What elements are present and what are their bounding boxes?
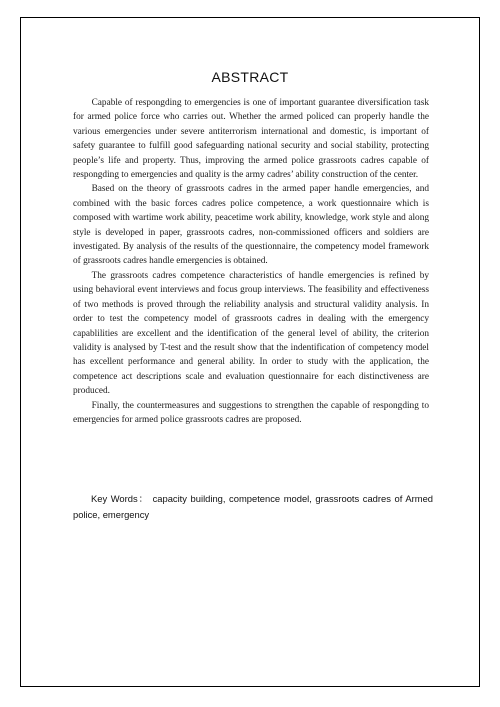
abstract-paragraph: The grassroots cadres competence characteristics of handle emergencies is refined by using behavioral event interviews and focus group interviews. The feasibility and effectiveness of two methods is proved through the reliability analysis and structural validity analysis. In order to test the competency model of grassroots cadres in dealing with the emergency capablilities are excellent and the identification of the general level of ability, the criterion validity is analysed by T-test and the result show that the indentification of competency model has excellent performance and general ability. In order to study with the application, the competence act descriptions scale and evaluation questionnaire for each distinctiveness are produced. xyxy=(73,270,429,397)
keywords-line xyxy=(73,491,433,523)
keywords-label: Key Words： xyxy=(91,493,149,504)
keywords-text: capacity building, competence model, grassroots cadres of Armed police, emergency xyxy=(73,493,433,520)
abstract-paragraph: Capable of respongding to emergencies is one of important guarantee diversification task for armed police force who carries out. Whether the armed policed can properly handle the various emergencies under severe antiterrorism international and domestic, is important of safety guarantee to fulfill good safeguarding national security and social stability, protecting people’s life and property. Thus, improving the armed police grassroots cadres capable of respongding to emergencies and quality is the army cadres’ ability construction of the center. xyxy=(73,98,429,181)
abstract-title: ABSTRACT xyxy=(211,69,289,85)
abstract-body xyxy=(73,96,429,427)
abstract-paragraph: Finally, the countermeasures and suggestions to strengthen the capable of respongding to emergencies for armed police grassroots cadres are proposed. xyxy=(73,400,429,425)
abstract-paragraph: Based on the theory of grassroots cadres in the armed paper handle emergencies, and combined with the basic forces cadres police competence, a work questionnaire which is composed with wartime work ability, peacetime work ability, knowledge, work style and along style is developed in paper, grassroots cadres, non-commissioned officers and soldiers are investigated. By analysis of the results of the questionnaire, the competency model framework of grassroots cadres handle emergencies is obtained. xyxy=(73,184,429,267)
